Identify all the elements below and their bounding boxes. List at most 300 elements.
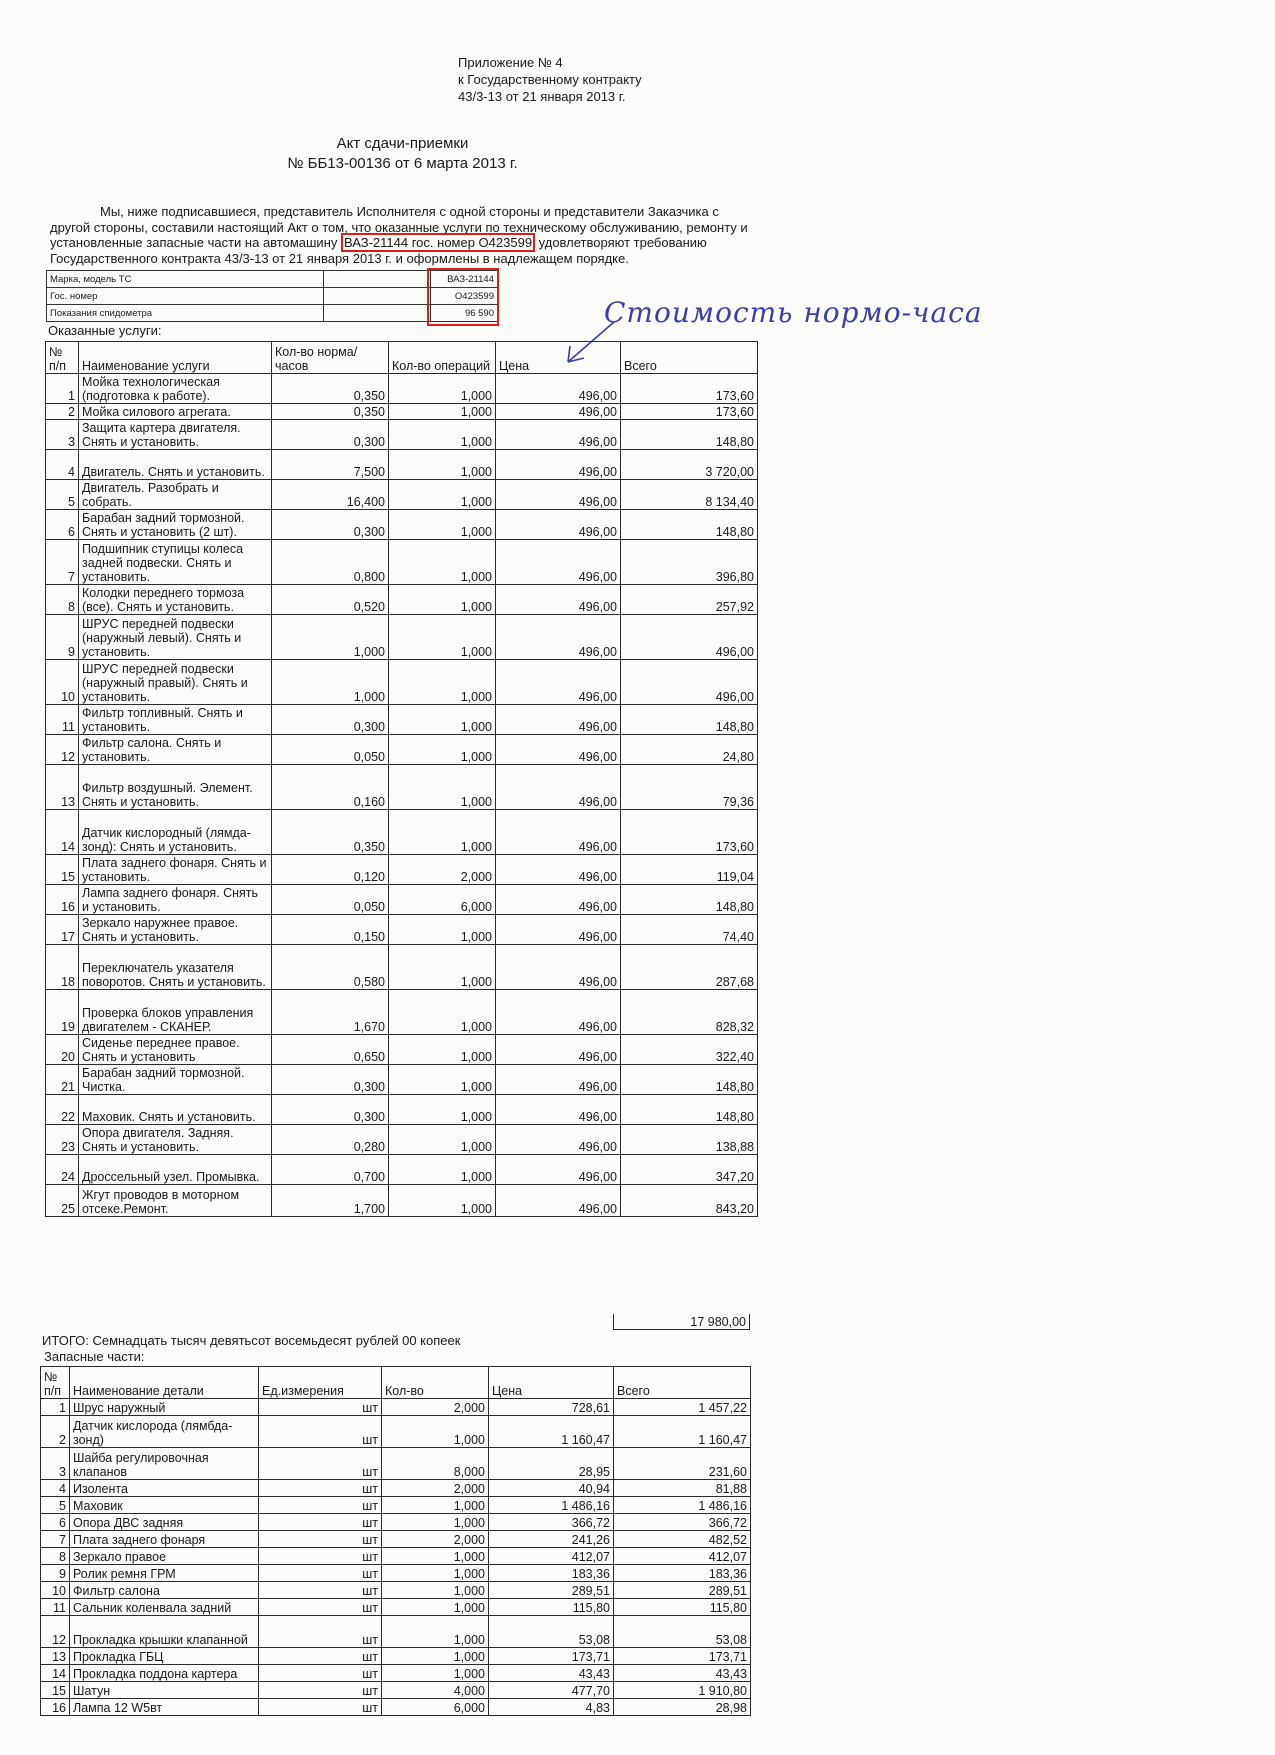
part-row (41, 1416, 751, 1448)
service-row-row-number: 6 (46, 510, 79, 540)
service-row-col-3: 0,300 (272, 1065, 389, 1095)
service-row (46, 915, 758, 945)
service-row-item-name: Сиденье переднее правое. Снять и установить (79, 1035, 272, 1065)
service-row-total: 496,00 (621, 660, 758, 705)
service-row (46, 735, 758, 765)
service-row-col-3: 1,000 (272, 660, 389, 705)
col-header: Цена (489, 1367, 614, 1399)
part-row-item-name: Плата заднего фонаря (70, 1531, 259, 1548)
service-row-col-3: 0,800 (272, 540, 389, 585)
part-row-item-name: Прокладка поддона картера (70, 1665, 259, 1682)
appendix-line-2: к Государственному контракту (458, 72, 642, 87)
service-row-col-4: 1,000 (389, 705, 496, 735)
service-row-item-name: Фильтр салона. Снять и установить. (79, 735, 272, 765)
part-row-col-3: шт (259, 1565, 382, 1582)
service-row-item-name: Защита картера двигателя. Снять и установить. (79, 420, 272, 450)
part-row (41, 1531, 751, 1548)
service-row-price: 496,00 (496, 510, 621, 540)
service-row-total: 79,36 (621, 765, 758, 810)
service-row-total: 148,80 (621, 510, 758, 540)
appendix-line-1: Приложение № 4 (458, 55, 563, 70)
part-row-item-name: Прокладка крышки клапанной (70, 1616, 259, 1648)
part-row-price: 1 160,47 (489, 1416, 614, 1448)
part-row-col-4: 1,000 (382, 1582, 489, 1599)
service-row (46, 1035, 758, 1065)
part-row-item-name: Ролик ремня ГРМ (70, 1565, 259, 1582)
part-row-col-3: шт (259, 1399, 382, 1416)
service-row-item-name: Фильтр воздушный. Элемент. Снять и установить. (79, 765, 272, 810)
service-row (46, 1185, 758, 1217)
part-row-row-number: 1 (41, 1399, 70, 1416)
document-title: Акт сдачи-приемки (336, 135, 469, 152)
service-row (46, 945, 758, 990)
service-row (46, 1155, 758, 1185)
service-row-row-number: 11 (46, 705, 79, 735)
service-row-total: 148,80 (621, 420, 758, 450)
service-row-col-3: 0,120 (272, 855, 389, 885)
service-row-item-name: Дроссельный узел. Промывка. (79, 1155, 272, 1185)
part-row-price: 289,51 (489, 1582, 614, 1599)
part-row (41, 1699, 751, 1716)
service-row-row-number: 7 (46, 540, 79, 585)
service-row-row-number: 1 (46, 374, 79, 404)
service-row-total: 119,04 (621, 855, 758, 885)
service-row-price: 496,00 (496, 404, 621, 420)
part-row-col-3: шт (259, 1514, 382, 1531)
part-row-item-name: Прокладка ГБЦ (70, 1648, 259, 1665)
part-row-col-3: шт (259, 1616, 382, 1648)
part-row-col-4: 1,000 (382, 1514, 489, 1531)
service-row-price: 496,00 (496, 1095, 621, 1125)
service-row-price: 496,00 (496, 374, 621, 404)
service-row-item-name: Колодки переднего тормоза (все). Снять и установить. (79, 585, 272, 615)
service-row-total: 322,40 (621, 1035, 758, 1065)
service-row-price: 496,00 (496, 990, 621, 1035)
service-row-row-number: 15 (46, 855, 79, 885)
service-row-price: 496,00 (496, 915, 621, 945)
services-total: 17 980,00 (613, 1314, 750, 1330)
part-row-total: 366,72 (614, 1514, 751, 1531)
service-row (46, 510, 758, 540)
services-label: Оказанные услуги: (48, 323, 162, 338)
service-row-col-3: 0,700 (272, 1155, 389, 1185)
service-row-row-number: 9 (46, 615, 79, 660)
vehicle-value: ВАЗ-21144 (431, 271, 498, 288)
service-row-col-4: 1,000 (389, 510, 496, 540)
part-row-col-4: 1,000 (382, 1416, 489, 1448)
part-row-row-number: 10 (41, 1582, 70, 1599)
service-row-total: 843,20 (621, 1185, 758, 1217)
service-row-total: 3 720,00 (621, 450, 758, 480)
part-row-price: 53,08 (489, 1616, 614, 1648)
service-row-item-name: Фильтр топливный. Снять и установить. (79, 705, 272, 735)
part-row-col-3: шт (259, 1448, 382, 1480)
part-row-item-name: Шатун (70, 1682, 259, 1699)
part-row-col-4: 1,000 (382, 1665, 489, 1682)
service-row-total: 396,80 (621, 540, 758, 585)
service-row-col-4: 2,000 (389, 855, 496, 885)
part-row-col-4: 1,000 (382, 1616, 489, 1648)
service-row (46, 855, 758, 885)
service-row-col-4: 1,000 (389, 1035, 496, 1065)
document-subtitle: № ББ13-00136 от 6 марта 2013 г. (287, 155, 518, 172)
service-row-item-name: Зеркало наружнее правое. Снять и установить. (79, 915, 272, 945)
service-row (46, 660, 758, 705)
service-row-total: 148,80 (621, 705, 758, 735)
service-row-col-4: 1,000 (389, 450, 496, 480)
part-row-col-4: 1,000 (382, 1565, 489, 1582)
part-row-price: 412,07 (489, 1548, 614, 1565)
service-row (46, 615, 758, 660)
service-row-col-3: 1,700 (272, 1185, 389, 1217)
service-row-item-name: Двигатель. Снять и установить. (79, 450, 272, 480)
service-row-total: 173,60 (621, 810, 758, 855)
part-row-item-name: Изолента (70, 1480, 259, 1497)
service-row-col-3: 0,580 (272, 945, 389, 990)
service-row-col-4: 1,000 (389, 404, 496, 420)
service-row (46, 810, 758, 855)
service-row (46, 404, 758, 420)
service-row-price: 496,00 (496, 810, 621, 855)
service-row-col-4: 1,000 (389, 660, 496, 705)
service-row-total: 287,68 (621, 945, 758, 990)
service-row-col-3: 0,350 (272, 404, 389, 420)
service-row-col-4: 1,000 (389, 1095, 496, 1125)
part-row-col-3: шт (259, 1582, 382, 1599)
service-row-col-3: 0,150 (272, 915, 389, 945)
service-row-row-number: 19 (46, 990, 79, 1035)
service-row-total: 173,60 (621, 374, 758, 404)
service-row-item-name: Барабан задний тормозной. Чистка. (79, 1065, 272, 1095)
part-row-col-4: 4,000 (382, 1682, 489, 1699)
service-row-col-3: 0,050 (272, 885, 389, 915)
service-row-col-3: 0,520 (272, 585, 389, 615)
service-row-price: 496,00 (496, 480, 621, 510)
service-row-col-3: 0,650 (272, 1035, 389, 1065)
service-row-price: 496,00 (496, 540, 621, 585)
service-row-total: 74,40 (621, 915, 758, 945)
vehicle-key: Марка, модель ТС (47, 271, 324, 288)
service-row (46, 990, 758, 1035)
service-row-total: 148,80 (621, 1065, 758, 1095)
part-row-col-3: шт (259, 1548, 382, 1565)
service-row-col-4: 1,000 (389, 374, 496, 404)
intro-paragraph (50, 204, 750, 266)
part-row-row-number: 15 (41, 1682, 70, 1699)
part-row-price: 40,94 (489, 1480, 614, 1497)
service-row-col-3: 0,300 (272, 420, 389, 450)
vehicle-key: Гос. номер (47, 288, 324, 305)
service-row-price: 496,00 (496, 885, 621, 915)
part-row-col-3: шт (259, 1531, 382, 1548)
col-header: Цена (496, 342, 621, 374)
service-row (46, 374, 758, 404)
part-row-col-3: шт (259, 1416, 382, 1448)
part-row-price: 173,71 (489, 1648, 614, 1665)
part-row (41, 1480, 751, 1497)
service-row-col-4: 6,000 (389, 885, 496, 915)
service-row-price: 496,00 (496, 765, 621, 810)
parts-label: Запасные части: (44, 1349, 145, 1364)
part-row-row-number: 7 (41, 1531, 70, 1548)
service-row-row-number: 8 (46, 585, 79, 615)
service-row-col-3: 7,500 (272, 450, 389, 480)
service-row-item-name: Плата заднего фонаря. Снять и установить. (79, 855, 272, 885)
part-row-col-4: 6,000 (382, 1699, 489, 1716)
part-row-price: 241,26 (489, 1531, 614, 1548)
part-row-col-4: 1,000 (382, 1648, 489, 1665)
part-row (41, 1648, 751, 1665)
service-row (46, 540, 758, 585)
service-row-col-3: 0,350 (272, 374, 389, 404)
document-title-block (0, 134, 805, 174)
part-row-col-4: 1,000 (382, 1599, 489, 1616)
intro-text-1: Мы, ниже подписавшиеся, представитель Исполнителя с одной стороны и представители Заказчика с другой стороны, составили настоящий Акт о том, что оказанные услуги по техническому обслуживанию, ремонту и установленные запасные части на автомашину (50, 204, 748, 250)
part-row-row-number: 6 (41, 1514, 70, 1531)
part-row-row-number: 5 (41, 1497, 70, 1514)
service-row-row-number: 22 (46, 1095, 79, 1125)
part-row (41, 1448, 751, 1480)
part-row (41, 1599, 751, 1616)
part-row-total: 115,80 (614, 1599, 751, 1616)
service-row-col-4: 1,000 (389, 615, 496, 660)
service-row-col-4: 1,000 (389, 480, 496, 510)
services-table (45, 341, 758, 1217)
part-row-row-number: 4 (41, 1480, 70, 1497)
col-header: Кол-во операций (389, 342, 496, 374)
part-row-item-name: Шайба регулировочная клапанов (70, 1448, 259, 1480)
part-row-item-name: Зеркало правое (70, 1548, 259, 1565)
vehicle-value: О423599 (431, 288, 498, 305)
service-row-row-number: 20 (46, 1035, 79, 1065)
part-row-row-number: 2 (41, 1416, 70, 1448)
service-row-total: 173,60 (621, 404, 758, 420)
handwritten-note: Стоимость нормо-часа (604, 296, 983, 329)
part-row-row-number: 9 (41, 1565, 70, 1582)
col-header: Наименование детали (70, 1367, 259, 1399)
service-row-col-3: 0,160 (272, 765, 389, 810)
part-row-price: 115,80 (489, 1599, 614, 1616)
service-row-col-3: 1,000 (272, 615, 389, 660)
service-row-row-number: 25 (46, 1185, 79, 1217)
service-row-price: 496,00 (496, 735, 621, 765)
part-row-total: 81,88 (614, 1480, 751, 1497)
part-row (41, 1665, 751, 1682)
service-row-col-4: 1,000 (389, 540, 496, 585)
service-row-col-4: 1,000 (389, 420, 496, 450)
red-highlight-frame (427, 268, 499, 326)
part-row-item-name: Маховик (70, 1497, 259, 1514)
part-row (41, 1565, 751, 1582)
service-row-row-number: 5 (46, 480, 79, 510)
service-row-row-number: 2 (46, 404, 79, 420)
service-row-price: 496,00 (496, 420, 621, 450)
service-row-price: 496,00 (496, 855, 621, 885)
part-row-total: 173,71 (614, 1648, 751, 1665)
part-row-price: 28,95 (489, 1448, 614, 1480)
service-row-item-name: Проверка блоков управления двигателем - СКАНЕР. (79, 990, 272, 1035)
col-header: Всего (621, 342, 758, 374)
service-row-col-4: 1,000 (389, 1065, 496, 1095)
service-row-total: 828,32 (621, 990, 758, 1035)
part-row-col-4: 2,000 (382, 1480, 489, 1497)
service-row (46, 585, 758, 615)
part-row-col-4: 1,000 (382, 1548, 489, 1565)
service-row-item-name: Подшипник ступицы колеса задней подвески. Снять и установить. (79, 540, 272, 585)
part-row-col-4: 1,000 (382, 1497, 489, 1514)
part-row-total: 1 160,47 (614, 1416, 751, 1448)
service-row-item-name: Двигатель. Разобрать и собрать. (79, 480, 272, 510)
service-row-item-name: ШРУС передней подвески (наружный правый). Снять и установить. (79, 660, 272, 705)
part-row-row-number: 3 (41, 1448, 70, 1480)
appendix-reference (458, 54, 642, 105)
service-row-price: 496,00 (496, 945, 621, 990)
service-row-item-name: Жгут проводов в моторном отсеке.Ремонт. (79, 1185, 272, 1217)
service-row-col-4: 1,000 (389, 990, 496, 1035)
service-row-col-4: 1,000 (389, 1125, 496, 1155)
service-row-item-name: Барабан задний тормозной. Снять и установить (2 шт). (79, 510, 272, 540)
service-row-row-number: 23 (46, 1125, 79, 1155)
part-row-total: 231,60 (614, 1448, 751, 1480)
parts-header-row (41, 1367, 751, 1399)
part-row-row-number: 13 (41, 1648, 70, 1665)
service-row (46, 450, 758, 480)
service-row-col-4: 1,000 (389, 810, 496, 855)
service-row-row-number: 17 (46, 915, 79, 945)
service-row-total: 8 134,40 (621, 480, 758, 510)
part-row-item-name: Сальник коленвала задний (70, 1599, 259, 1616)
service-row-row-number: 24 (46, 1155, 79, 1185)
service-row (46, 1065, 758, 1095)
service-row-total: 24,80 (621, 735, 758, 765)
service-row-col-3: 0,280 (272, 1125, 389, 1155)
service-row (46, 420, 758, 450)
service-row-total: 138,88 (621, 1125, 758, 1155)
part-row (41, 1548, 751, 1565)
service-row-item-name: ШРУС передней подвески (наружный левый). Снять и установить. (79, 615, 272, 660)
part-row (41, 1682, 751, 1699)
service-row (46, 1125, 758, 1155)
part-row-row-number: 16 (41, 1699, 70, 1716)
service-row-row-number: 13 (46, 765, 79, 810)
col-header: № п/п (41, 1367, 70, 1399)
service-row-item-name: Опора двигателя. Задняя. Снять и установить. (79, 1125, 272, 1155)
col-header: Ед.измерения (259, 1367, 382, 1399)
highlighted-vehicle: ВАЗ-21144 гос. номер О423599 (341, 233, 535, 252)
part-row-row-number: 14 (41, 1665, 70, 1682)
col-header: Всего (614, 1367, 751, 1399)
service-row-row-number: 18 (46, 945, 79, 990)
service-row-col-4: 1,000 (389, 585, 496, 615)
part-row-col-3: шт (259, 1682, 382, 1699)
services-total-words: ИТОГО: Семнадцать тысяч девятьсот восемьдесят рублей 00 копеек (42, 1333, 461, 1348)
service-row-col-4: 1,000 (389, 945, 496, 990)
part-row-total: 412,07 (614, 1548, 751, 1565)
service-row-item-name: Лампа заднего фонаря. Снять и установить. (79, 885, 272, 915)
service-row (46, 885, 758, 915)
service-row-row-number: 14 (46, 810, 79, 855)
appendix-line-3: 43/3-13 от 21 января 2013 г. (458, 89, 626, 104)
part-row-col-3: шт (259, 1648, 382, 1665)
service-row-col-3: 0,350 (272, 810, 389, 855)
service-row-col-4: 1,000 (389, 735, 496, 765)
part-row-col-4: 8,000 (382, 1448, 489, 1480)
service-row-col-3: 0,050 (272, 735, 389, 765)
part-row-price: 183,36 (489, 1565, 614, 1582)
service-row-total: 148,80 (621, 1095, 758, 1125)
service-row-price: 496,00 (496, 615, 621, 660)
part-row-price: 43,43 (489, 1665, 614, 1682)
part-row-item-name: Лампа 12 W5вт (70, 1699, 259, 1716)
part-row-item-name: Фильтр салона (70, 1582, 259, 1599)
part-row-price: 4,83 (489, 1699, 614, 1716)
service-row (46, 705, 758, 735)
part-row-total: 1 910,80 (614, 1682, 751, 1699)
service-row-price: 496,00 (496, 450, 621, 480)
part-row-col-4: 2,000 (382, 1399, 489, 1416)
vehicle-key: Показания спидометра (47, 305, 324, 322)
service-row-item-name: Мойка силового агрегата. (79, 404, 272, 420)
part-row-total: 28,98 (614, 1699, 751, 1716)
col-header: Кол-во норма/часов (272, 342, 389, 374)
part-row-row-number: 8 (41, 1548, 70, 1565)
service-row-price: 496,00 (496, 1035, 621, 1065)
service-row-price: 496,00 (496, 1155, 621, 1185)
service-row-item-name: Мойка технологическая (подготовка к работе). (79, 374, 272, 404)
part-row (41, 1582, 751, 1599)
service-row-price: 496,00 (496, 660, 621, 705)
part-row (41, 1514, 751, 1531)
service-row-row-number: 3 (46, 420, 79, 450)
part-row-item-name: Датчик кислорода (лямбда-зонд) (70, 1416, 259, 1448)
service-row-price: 496,00 (496, 705, 621, 735)
service-row-col-3: 1,670 (272, 990, 389, 1035)
service-row-col-3: 16,400 (272, 480, 389, 510)
service-row-col-4: 1,000 (389, 1185, 496, 1217)
service-row-col-4: 1,000 (389, 915, 496, 945)
part-row-total: 53,08 (614, 1616, 751, 1648)
part-row-row-number: 11 (41, 1599, 70, 1616)
service-row-price: 496,00 (496, 585, 621, 615)
service-row-price: 496,00 (496, 1125, 621, 1155)
intro-text-2: удовлетворяют требованию Государственного контракта 43/3-13 от 21 января 2013 г. и оформлены в надлежащем порядке. (50, 235, 707, 266)
services-header-row (46, 342, 758, 374)
service-row-col-4: 1,000 (389, 1155, 496, 1185)
service-row-total: 347,20 (621, 1155, 758, 1185)
service-row-row-number: 4 (46, 450, 79, 480)
part-row (41, 1399, 751, 1416)
col-header: Кол-во (382, 1367, 489, 1399)
service-row-row-number: 12 (46, 735, 79, 765)
vehicle-value: 96 590 (431, 305, 498, 322)
part-row-item-name: Шрус наружный (70, 1399, 259, 1416)
service-row-col-4: 1,000 (389, 765, 496, 810)
service-row-item-name: Переключатель указателя поворотов. Снять и установить. (79, 945, 272, 990)
service-row-total: 257,92 (621, 585, 758, 615)
part-row-col-3: шт (259, 1599, 382, 1616)
service-row (46, 480, 758, 510)
part-row-col-3: шт (259, 1665, 382, 1682)
col-header: Наименование услуги (79, 342, 272, 374)
service-row-item-name: Маховик. Снять и установить. (79, 1095, 272, 1125)
part-row-total: 1 486,16 (614, 1497, 751, 1514)
part-row-total: 1 457,22 (614, 1399, 751, 1416)
service-row-item-name: Датчик кислородный (лямда-зонд): Снять и установить. (79, 810, 272, 855)
part-row-total: 43,43 (614, 1665, 751, 1682)
part-row (41, 1497, 751, 1514)
part-row-total: 183,36 (614, 1565, 751, 1582)
service-row-total: 148,80 (621, 885, 758, 915)
